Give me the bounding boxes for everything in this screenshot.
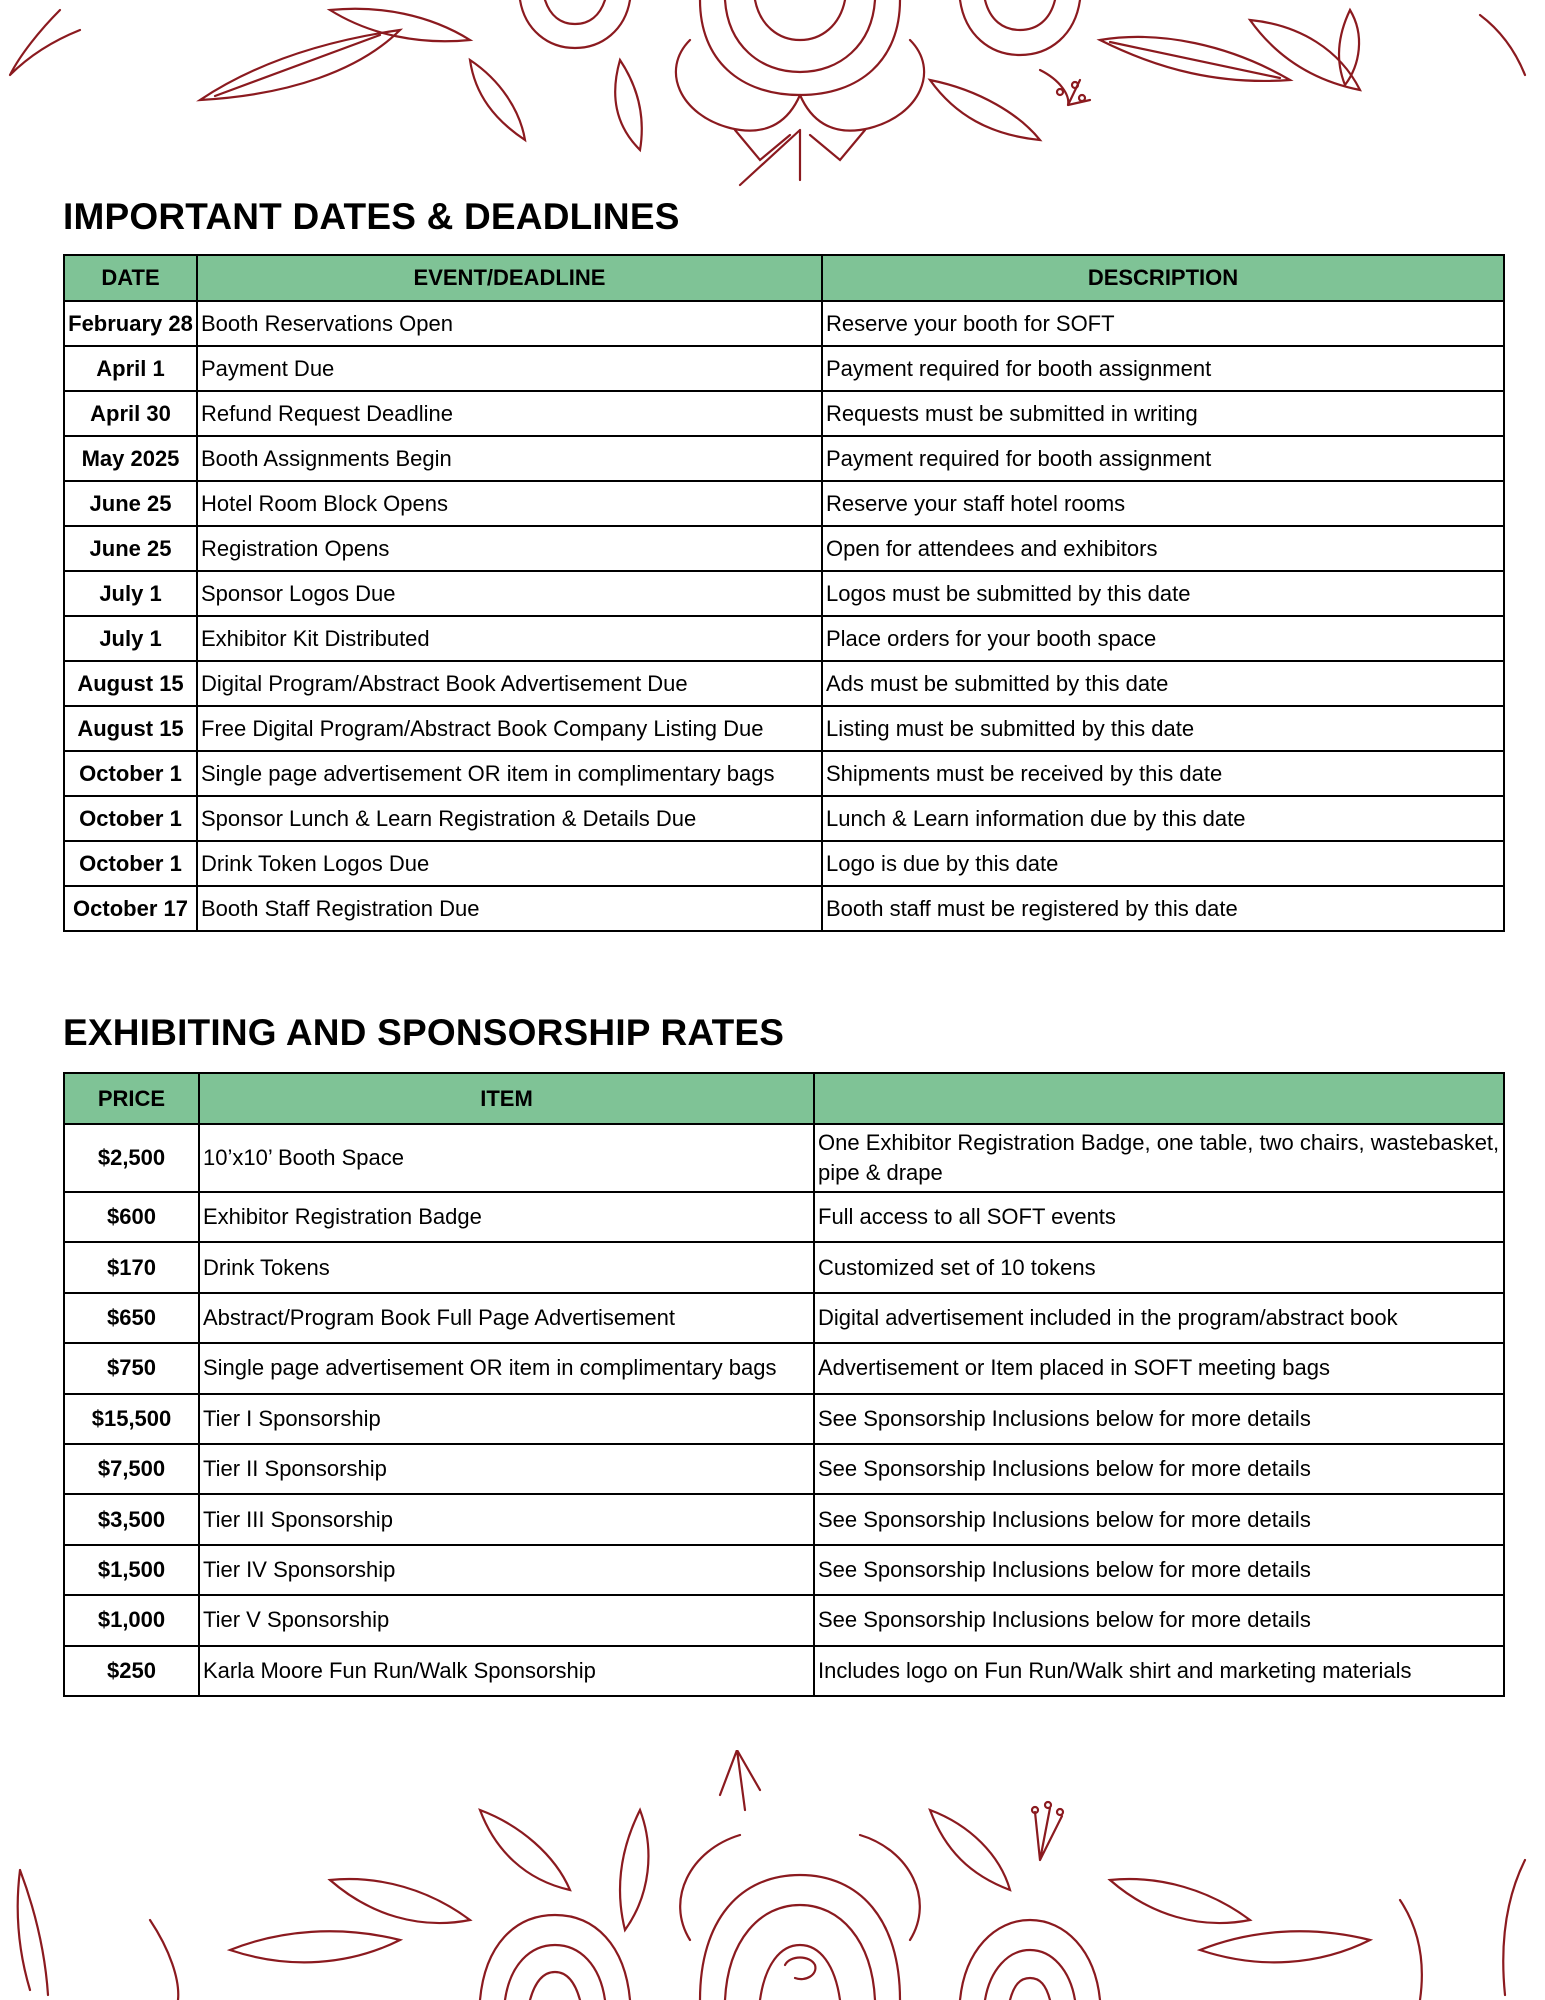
table-row bbox=[64, 841, 1504, 886]
event-cell: Digital Program/Abstract Book Advertisement Due bbox=[197, 661, 822, 706]
details-cell: Full access to all SOFT events bbox=[814, 1192, 1504, 1242]
price-cell: $650 bbox=[64, 1293, 199, 1343]
table-row bbox=[64, 571, 1504, 616]
table-row bbox=[64, 481, 1504, 526]
column-header-item: ITEM bbox=[199, 1073, 814, 1124]
table-row bbox=[64, 1394, 1504, 1444]
dates-table bbox=[63, 254, 1505, 932]
event-cell: Payment Due bbox=[197, 346, 822, 391]
event-cell: Free Digital Program/Abstract Book Company Listing Due bbox=[197, 706, 822, 751]
description-cell: Listing must be submitted by this date bbox=[822, 706, 1504, 751]
table-row bbox=[64, 1545, 1504, 1595]
date-cell: October 17 bbox=[64, 886, 197, 931]
column-header-description: DESCRIPTION bbox=[822, 255, 1504, 301]
table-row bbox=[64, 1444, 1504, 1494]
description-cell: Place orders for your booth space bbox=[822, 616, 1504, 661]
price-cell: $1,000 bbox=[64, 1595, 199, 1645]
rose-top-left bbox=[520, 0, 630, 48]
table-row bbox=[64, 1124, 1504, 1192]
date-cell: July 1 bbox=[64, 571, 197, 616]
table-row bbox=[64, 346, 1504, 391]
details-cell: Includes logo on Fun Run/Walk shirt and marketing materials bbox=[814, 1646, 1504, 1696]
date-cell: October 1 bbox=[64, 796, 197, 841]
item-cell: Single page advertisement OR item in complimentary bags bbox=[199, 1343, 814, 1393]
price-cell: $600 bbox=[64, 1192, 199, 1242]
table-row bbox=[64, 391, 1504, 436]
date-cell: August 15 bbox=[64, 706, 197, 751]
description-cell: Reserve your booth for SOFT bbox=[822, 301, 1504, 346]
description-cell: Requests must be submitted in writing bbox=[822, 391, 1504, 436]
event-cell: Sponsor Logos Due bbox=[197, 571, 822, 616]
rates-table bbox=[63, 1072, 1505, 1697]
description-cell: Logo is due by this date bbox=[822, 841, 1504, 886]
floral-border-bottom bbox=[0, 1750, 1545, 2000]
price-cell: $170 bbox=[64, 1242, 199, 1292]
item-cell: Drink Tokens bbox=[199, 1242, 814, 1292]
table-row bbox=[64, 1646, 1504, 1696]
dates-section-title: IMPORTANT DATES & DEADLINES bbox=[63, 196, 680, 237]
description-cell: Ads must be submitted by this date bbox=[822, 661, 1504, 706]
column-header-details bbox=[814, 1073, 1504, 1124]
table-row bbox=[64, 1293, 1504, 1343]
item-cell: Tier I Sponsorship bbox=[199, 1394, 814, 1444]
table-row bbox=[64, 751, 1504, 796]
event-cell: Drink Token Logos Due bbox=[197, 841, 822, 886]
rates-section-title: EXHIBITING AND SPONSORSHIP RATES bbox=[63, 1012, 785, 1053]
rose-top-center bbox=[676, 0, 924, 185]
price-cell: $7,500 bbox=[64, 1444, 199, 1494]
price-cell: $750 bbox=[64, 1343, 199, 1393]
event-cell: Registration Opens bbox=[197, 526, 822, 571]
table-row bbox=[64, 886, 1504, 931]
date-cell: May 2025 bbox=[64, 436, 197, 481]
item-cell: Exhibitor Registration Badge bbox=[199, 1192, 814, 1242]
floral-border-top bbox=[0, 0, 1545, 190]
event-cell: Refund Request Deadline bbox=[197, 391, 822, 436]
description-cell: Payment required for booth assignment bbox=[822, 436, 1504, 481]
rose-bottom-center bbox=[680, 1750, 920, 2000]
table-row bbox=[64, 796, 1504, 841]
date-cell: June 25 bbox=[64, 526, 197, 571]
date-cell: July 1 bbox=[64, 616, 197, 661]
rose-bottom-left bbox=[480, 1915, 630, 2000]
rose-bottom-right bbox=[960, 1802, 1100, 2000]
table-row bbox=[64, 526, 1504, 571]
event-cell: Sponsor Lunch & Learn Registration & Details Due bbox=[197, 796, 822, 841]
price-cell: $3,500 bbox=[64, 1494, 199, 1544]
description-cell: Reserve your staff hotel rooms bbox=[822, 481, 1504, 526]
event-cell: Booth Assignments Begin bbox=[197, 436, 822, 481]
rates-header-row bbox=[64, 1073, 1504, 1124]
column-header-event: EVENT/DEADLINE bbox=[197, 255, 822, 301]
table-row bbox=[64, 1242, 1504, 1292]
date-cell: October 1 bbox=[64, 841, 197, 886]
table-row bbox=[64, 1595, 1504, 1645]
date-cell: October 1 bbox=[64, 751, 197, 796]
details-cell: See Sponsorship Inclusions below for more details bbox=[814, 1394, 1504, 1444]
table-row bbox=[64, 1343, 1504, 1393]
table-row bbox=[64, 301, 1504, 346]
date-cell: February 28 bbox=[64, 301, 197, 346]
description-cell: Open for attendees and exhibitors bbox=[822, 526, 1504, 571]
event-cell: Exhibitor Kit Distributed bbox=[197, 616, 822, 661]
rose-top-right bbox=[960, 0, 1090, 105]
leaves-bottom bbox=[18, 1810, 1525, 2000]
details-cell: See Sponsorship Inclusions below for more details bbox=[814, 1545, 1504, 1595]
details-cell: See Sponsorship Inclusions below for more details bbox=[814, 1444, 1504, 1494]
dates-header-row bbox=[64, 255, 1504, 301]
details-cell: Advertisement or Item placed in SOFT meeting bags bbox=[814, 1343, 1504, 1393]
details-cell: See Sponsorship Inclusions below for more details bbox=[814, 1595, 1504, 1645]
description-cell: Booth staff must be registered by this date bbox=[822, 886, 1504, 931]
column-header-price: PRICE bbox=[64, 1073, 199, 1124]
event-cell: Booth Reservations Open bbox=[197, 301, 822, 346]
event-cell: Single page advertisement OR item in complimentary bags bbox=[197, 751, 822, 796]
description-cell: Logos must be submitted by this date bbox=[822, 571, 1504, 616]
price-cell: $2,500 bbox=[64, 1124, 199, 1192]
table-row bbox=[64, 616, 1504, 661]
table-row bbox=[64, 661, 1504, 706]
item-cell: Tier III Sponsorship bbox=[199, 1494, 814, 1544]
item-cell: Tier IV Sponsorship bbox=[199, 1545, 814, 1595]
details-cell: See Sponsorship Inclusions below for more details bbox=[814, 1494, 1504, 1544]
date-cell: April 30 bbox=[64, 391, 197, 436]
description-cell: Payment required for booth assignment bbox=[822, 346, 1504, 391]
event-cell: Booth Staff Registration Due bbox=[197, 886, 822, 931]
item-cell: Abstract/Program Book Full Page Advertisement bbox=[199, 1293, 814, 1343]
date-cell: April 1 bbox=[64, 346, 197, 391]
date-cell: August 15 bbox=[64, 661, 197, 706]
table-row bbox=[64, 1494, 1504, 1544]
table-row bbox=[64, 706, 1504, 751]
price-cell: $250 bbox=[64, 1646, 199, 1696]
description-cell: Lunch & Learn information due by this date bbox=[822, 796, 1504, 841]
table-row bbox=[64, 1192, 1504, 1242]
date-cell: June 25 bbox=[64, 481, 197, 526]
item-cell: 10’x10’ Booth Space bbox=[199, 1124, 814, 1192]
details-cell: Customized set of 10 tokens bbox=[814, 1242, 1504, 1292]
item-cell: Karla Moore Fun Run/Walk Sponsorship bbox=[199, 1646, 814, 1696]
details-cell: Digital advertisement included in the program/abstract book bbox=[814, 1293, 1504, 1343]
item-cell: Tier V Sponsorship bbox=[199, 1595, 814, 1645]
price-cell: $1,500 bbox=[64, 1545, 199, 1595]
description-cell: Shipments must be received by this date bbox=[822, 751, 1504, 796]
column-header-date: DATE bbox=[64, 255, 197, 301]
details-cell: One Exhibitor Registration Badge, one table, two chairs, wastebasket, pipe & drape bbox=[814, 1124, 1504, 1192]
table-row bbox=[64, 436, 1504, 481]
price-cell: $15,500 bbox=[64, 1394, 199, 1444]
event-cell: Hotel Room Block Opens bbox=[197, 481, 822, 526]
item-cell: Tier II Sponsorship bbox=[199, 1444, 814, 1494]
